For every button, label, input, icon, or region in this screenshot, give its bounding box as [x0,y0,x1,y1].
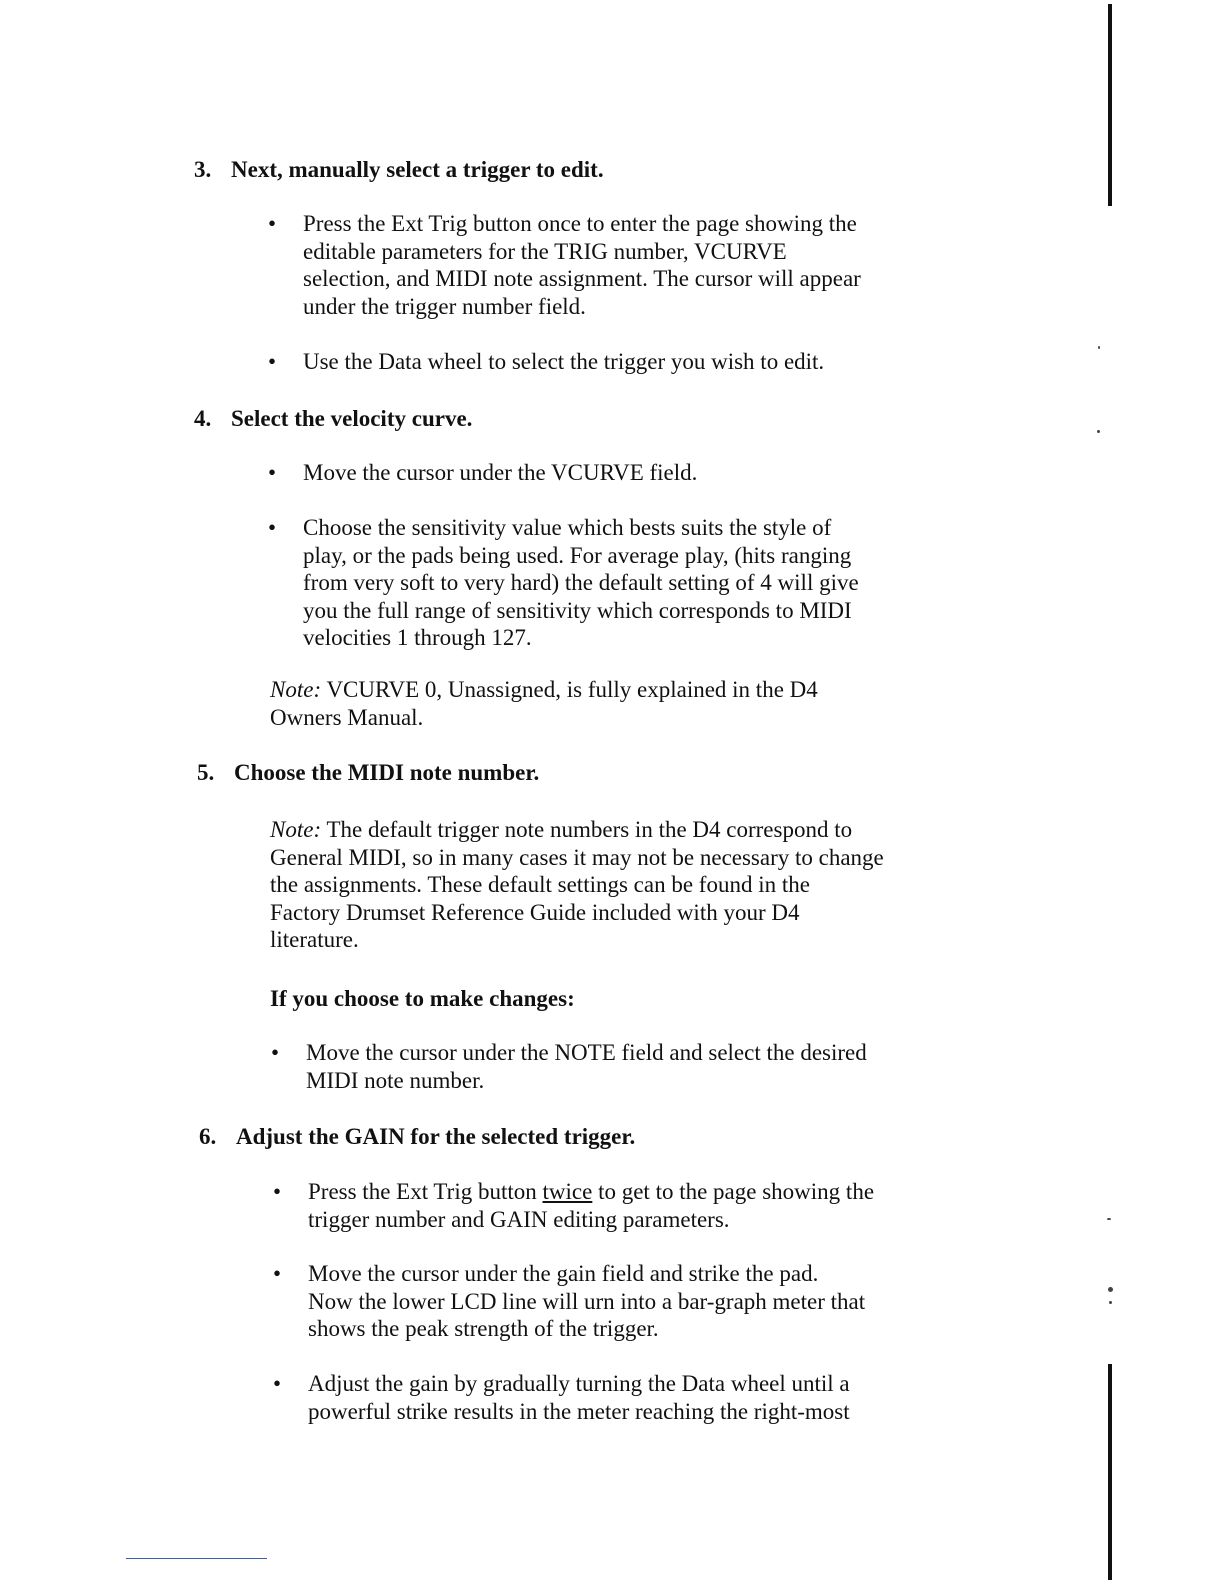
step-number: 3. [194,157,212,182]
scan-speck [1098,346,1100,349]
bullet-icon: • [268,349,277,374]
bullet-line: Now the lower LCD line will urn into a bar-graph meter that [308,1288,866,1314]
scan-speck [1107,1218,1111,1220]
bullet-icon: • [273,1261,282,1286]
scan-speck [1097,430,1100,433]
bullet-line: you the full range of sensitivity which corresponds to MIDI [303,597,852,623]
scan-speck [1108,1287,1113,1292]
bullet-icon: • [273,1371,282,1396]
bullet-line: Press the Ext Trig button once to enter the page showing the [303,211,857,236]
step-title: Adjust the GAIN for the selected trigger. [236,1124,636,1149]
bullet-line: under the trigger number field. [303,293,586,319]
bullet-icon: • [268,211,277,236]
note-text: The default trigger note numbers in the D4 correspond to [321,817,853,842]
scan-edge-line-bottom [1108,1364,1112,1580]
bullet-line: powerful strike results in the meter reaching the right-most [308,1398,850,1424]
bullet-line: shows the peak strength of the trigger. [308,1316,659,1342]
scan-speck [1109,1301,1112,1304]
bullet-line: Move the cursor under the NOTE field and select the desired [306,1040,867,1065]
bullet-icon: • [268,460,277,485]
bullet-icon: • [268,515,277,540]
note-label: Note: [270,817,322,842]
bullet-line: Choose the sensitivity value which bests suits the style of [303,515,832,540]
bullet-line: from very soft to very hard) the default setting of 4 will give [303,570,859,596]
step-number: 5. [197,760,215,785]
bullet-line: Use the Data wheel to select the trigger you wish to edit. [303,349,825,374]
emphasis-underline: twice [542,1179,593,1204]
note-text: General MIDI, so in many cases it may not be necessary to change [270,844,884,870]
bullet-line: play, or the pads being used. For average play, (hits ranging [303,542,852,568]
bullet-line: Move the cursor under the gain field and strike the pad. [308,1261,819,1286]
bullet-line: Move the cursor under the VCURVE field. [303,460,698,485]
note-label: Note: [270,677,322,702]
bullet-line: MIDI note number. [306,1067,485,1093]
bullet-icon: • [271,1040,280,1065]
step-5-subheading: If you choose to make changes: [270,986,575,1011]
step-4-note [270,676,818,731]
note-text: literature. [270,927,359,953]
step-title: Select the velocity curve. [231,406,473,431]
step-title: Next, manually select a trigger to edit. [231,157,604,182]
step-5-note [270,816,884,954]
note-text: the assignments. These default settings can be found in the [270,872,810,898]
bullet-line: editable parameters for the TRIG number, VCURVE [303,238,787,264]
bullet-line: trigger number and GAIN editing parameters. [308,1206,730,1232]
note-text: VCURVE 0, Unassigned, is fully explained in the D4 [321,677,818,702]
note-text: Factory Drumset Reference Guide included with your D4 [270,899,800,925]
step-number: 4. [194,406,212,431]
bullet-text: Press the Ext Trig button [308,1179,543,1204]
bullet-line: Adjust the gain by gradually turning the Data wheel until a [308,1371,850,1396]
bullet-line: velocities 1 through 127. [303,625,532,651]
bullet-text: to get to the page showing the [592,1179,875,1204]
step-number: 6. [199,1124,217,1149]
footnote-rule [126,1558,267,1559]
bullet-icon: • [273,1179,282,1204]
note-text: Owners Manual. [270,704,424,730]
scan-edge-line-top [1108,4,1112,206]
step-title: Choose the MIDI note number. [234,760,540,785]
bullet-line: selection, and MIDI note assignment. The cursor will appear [303,266,861,292]
